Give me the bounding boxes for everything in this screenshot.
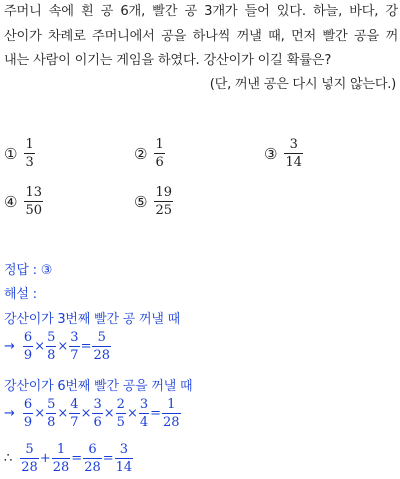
case2-title: 강산이가 6번째 빨간 공을 꺼낼 때	[4, 379, 193, 394]
problem-line: 산이가 차례로 주머니에서 공을 하나씩 꺼낼 때, 먼저 빨간 공을 꺼	[4, 28, 398, 44]
numerator: 4	[70, 397, 79, 412]
choice-number: ③	[264, 144, 278, 163]
explanation-label: 해설 :	[4, 287, 37, 302]
choice-3[interactable]	[264, 137, 303, 170]
fraction	[139, 397, 149, 430]
denominator: 7	[70, 415, 79, 430]
answer-label: 정답 : ③	[4, 263, 53, 278]
times-sign: ×	[34, 406, 46, 421]
denominator: 14	[115, 460, 133, 475]
choice-fraction	[154, 137, 164, 170]
choice-2[interactable]	[134, 137, 165, 170]
fraction	[23, 330, 33, 363]
times-sign: ×	[57, 406, 69, 421]
choice-number: ⑤	[134, 192, 148, 211]
problem-line: 주머니 속에 흰 공 6개, 빨간 공 3개가 들어 있다. 하늘, 바다, 강	[4, 4, 398, 19]
therefore-icon: ∴	[4, 451, 13, 466]
numerator: 13	[25, 185, 42, 200]
denominator: 50	[25, 203, 42, 218]
numerator: 5	[47, 397, 56, 412]
equals-sign: =	[102, 451, 114, 466]
choice-5[interactable]	[134, 185, 173, 218]
denominator: 28	[163, 415, 180, 430]
choice-number: ④	[4, 192, 18, 211]
problem-statement	[4, 0, 398, 74]
denominator: 8	[47, 348, 56, 363]
final-equation	[4, 442, 133, 475]
denominator: 9	[23, 348, 33, 363]
denominator: 6	[93, 415, 102, 430]
numerator: 6	[23, 330, 33, 345]
numerator: 1	[155, 137, 164, 152]
fraction	[92, 330, 111, 363]
choice-number: ①	[4, 144, 18, 163]
numerator: 3	[139, 397, 149, 412]
numerator: 3	[119, 442, 129, 457]
numerator: 3	[70, 330, 79, 345]
fraction	[46, 330, 56, 363]
plus-sign: +	[39, 451, 51, 466]
choice-fraction	[24, 185, 43, 218]
times-sign: ×	[80, 406, 92, 421]
case1-title: 강산이가 3번째 빨간 공 꺼낼 때	[4, 312, 181, 327]
numerator: 3	[93, 397, 102, 412]
denominator: 3	[25, 155, 34, 170]
numerator: 1	[167, 397, 176, 412]
denominator: 28	[52, 460, 70, 475]
numerator: 1	[25, 137, 34, 152]
fraction	[46, 397, 56, 430]
choice-1[interactable]	[4, 137, 35, 170]
times-sign: ×	[126, 406, 138, 421]
denominator: 7	[70, 348, 79, 363]
equals-sign: =	[71, 451, 83, 466]
problem-line: 내는 사람이 이기는 게임을 하였다. 강산이가 이길 확률은?	[4, 53, 332, 68]
denominator: 28	[93, 348, 111, 363]
case1-equation	[4, 330, 111, 363]
times-sign: ×	[103, 406, 115, 421]
numerator: 5	[47, 330, 56, 345]
choice-fraction	[24, 137, 34, 170]
fraction	[69, 397, 79, 430]
denominator: 6	[155, 155, 164, 170]
fraction	[115, 442, 134, 475]
equals-sign: =	[80, 339, 92, 354]
fraction	[116, 397, 126, 430]
numerator: 1	[56, 442, 66, 457]
problem-note: (단, 꺼낸 공은 다시 넣지 않는다.)	[209, 77, 396, 92]
denominator: 9	[23, 415, 33, 430]
fraction	[69, 330, 79, 363]
fraction	[162, 397, 181, 430]
numerator: 5	[25, 442, 34, 457]
choice-fraction	[154, 185, 173, 218]
times-sign: ×	[34, 339, 46, 354]
denominator: 14	[285, 155, 302, 170]
fraction	[20, 442, 39, 475]
choice-number: ②	[134, 144, 148, 163]
numerator: 3	[289, 137, 298, 152]
arrow-icon: →	[4, 339, 15, 354]
denominator: 4	[139, 415, 149, 430]
denominator: 28	[21, 460, 38, 475]
numerator: 2	[116, 397, 125, 412]
numerator: 5	[97, 330, 106, 345]
denominator: 5	[116, 415, 125, 430]
case2-equation	[4, 397, 181, 430]
choice-fraction	[284, 137, 303, 170]
fraction	[23, 397, 33, 430]
numerator: 6	[88, 442, 97, 457]
denominator: 28	[84, 460, 101, 475]
arrow-icon: →	[4, 406, 15, 421]
equals-sign: =	[150, 406, 162, 421]
choice-4[interactable]	[4, 185, 43, 218]
times-sign: ×	[57, 339, 69, 354]
fraction	[92, 397, 102, 430]
denominator: 25	[155, 203, 172, 218]
fraction	[52, 442, 71, 475]
numerator: 19	[155, 185, 172, 200]
numerator: 6	[23, 397, 33, 412]
denominator: 8	[47, 415, 56, 430]
fraction	[83, 442, 102, 475]
